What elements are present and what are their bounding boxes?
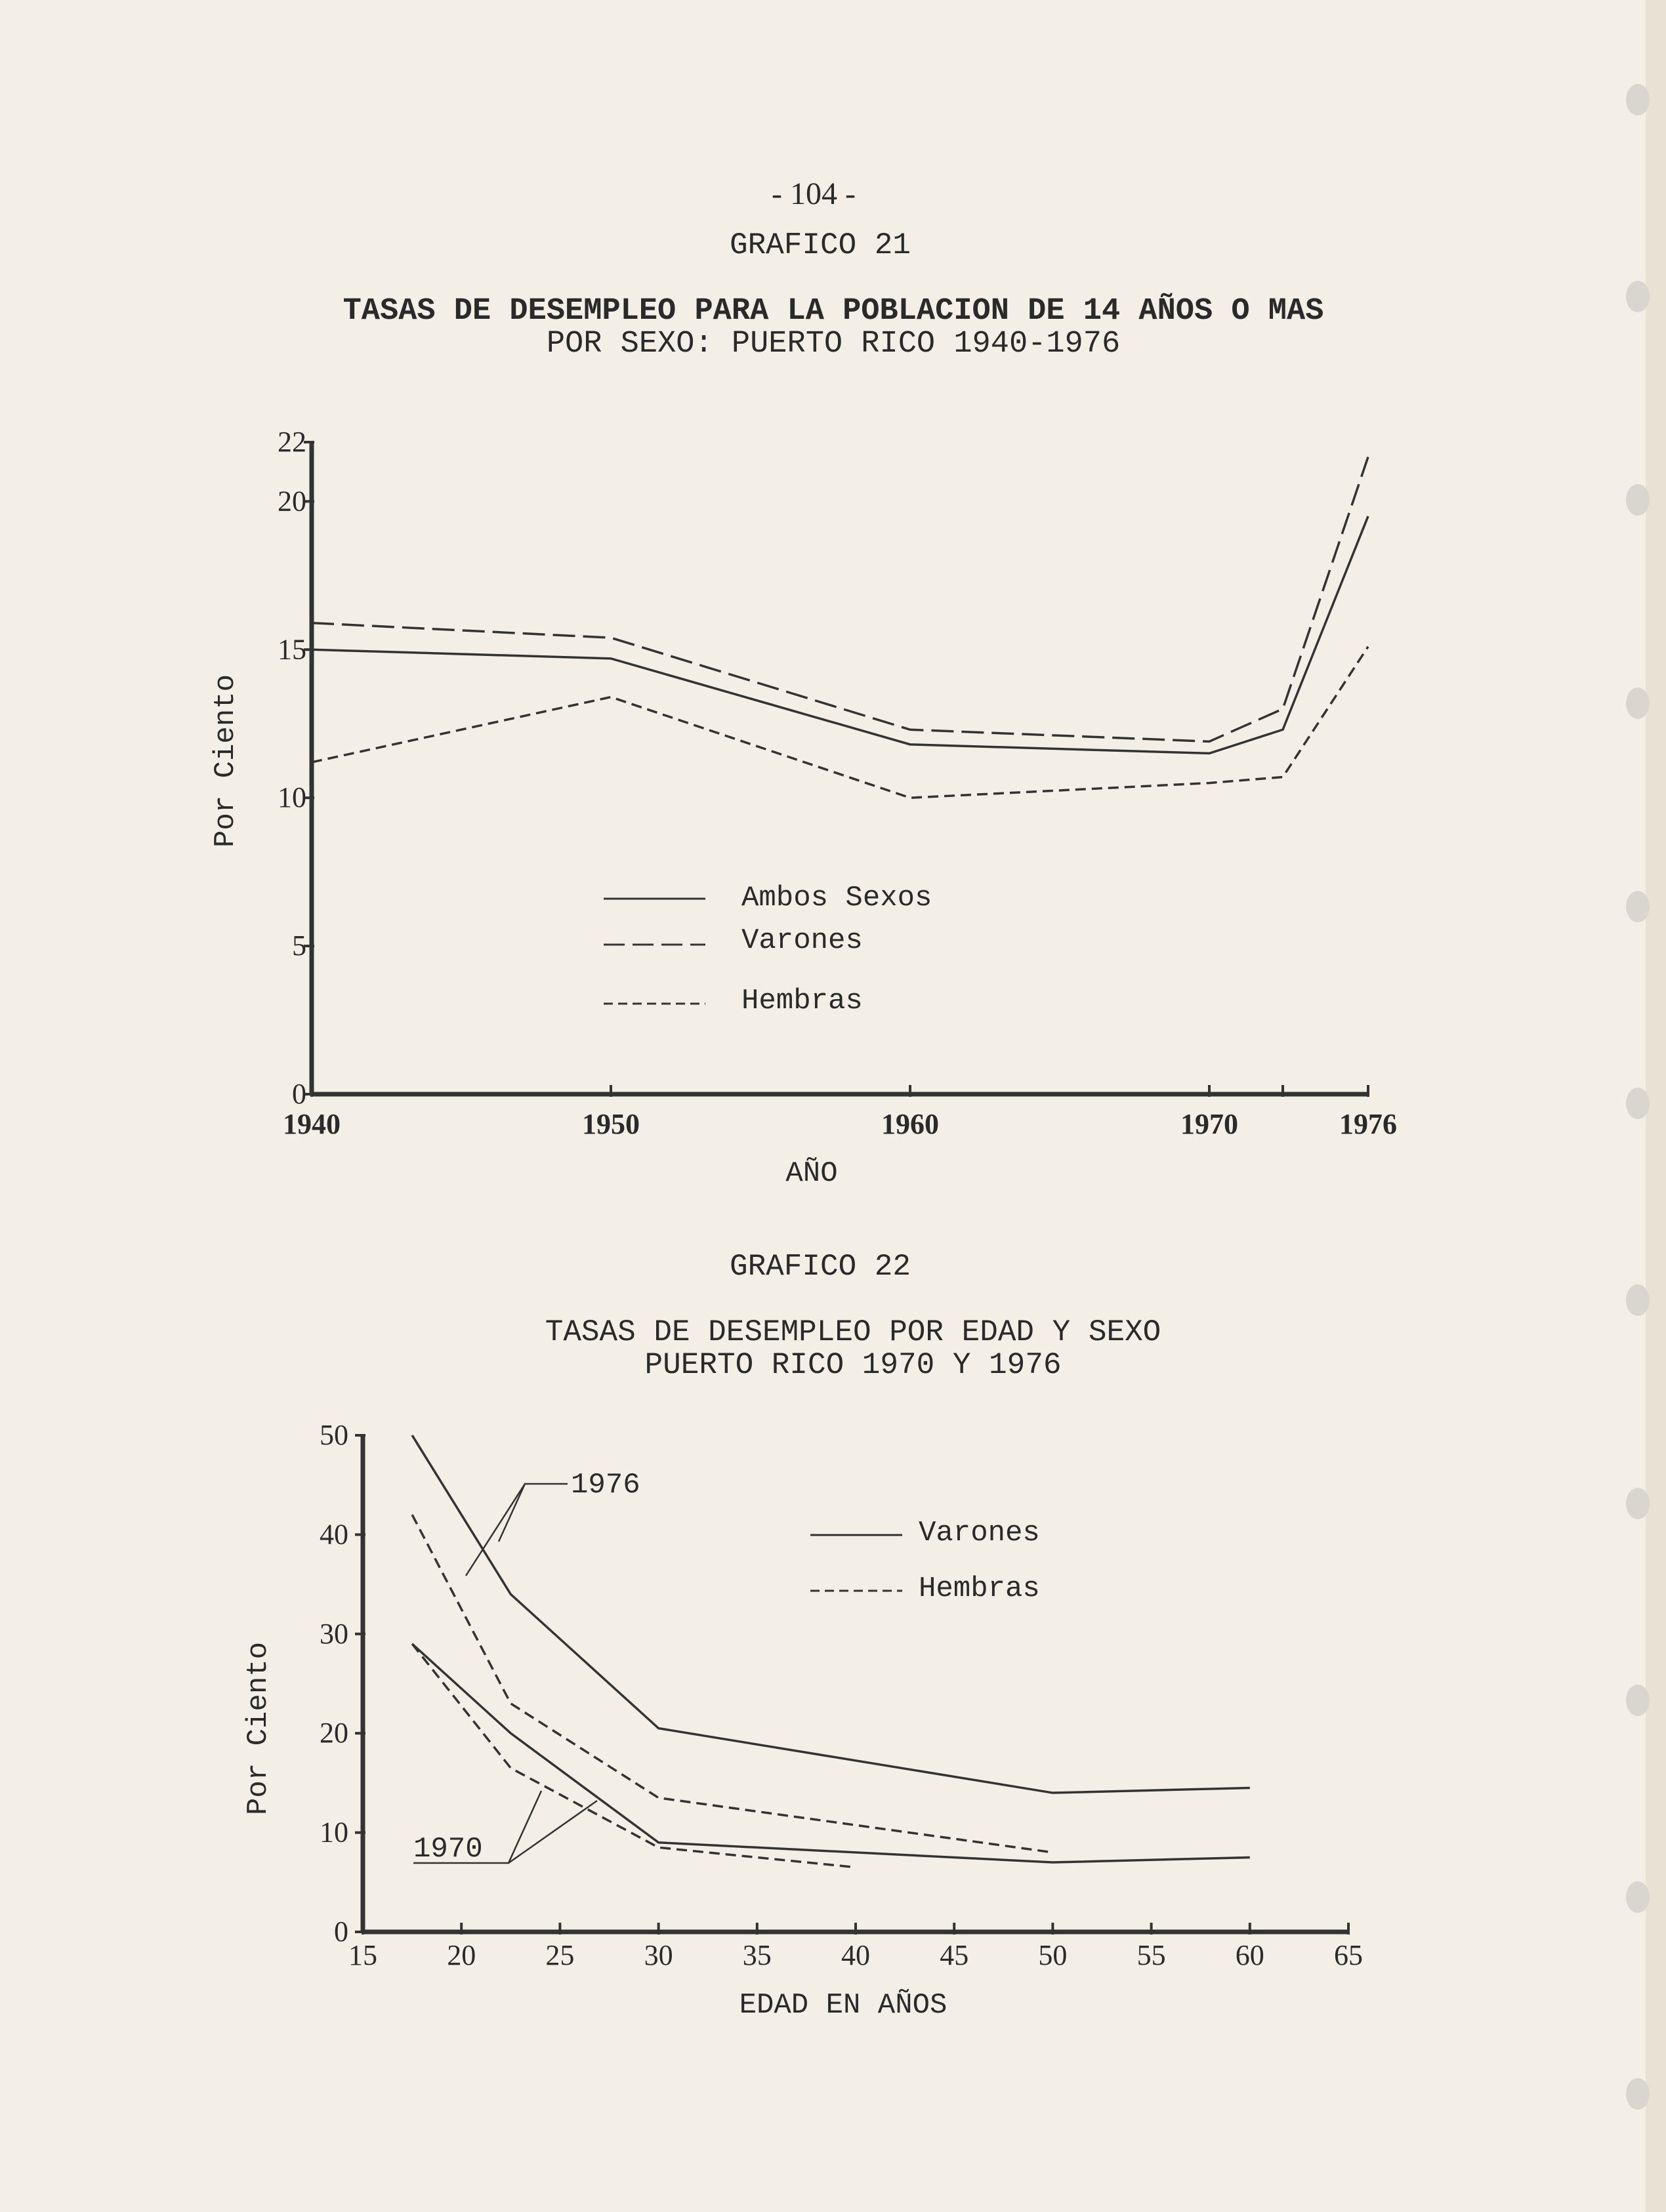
chart22-x-tick-label: 50	[1038, 1939, 1068, 1971]
chart22-y-tick-label: 0	[334, 1915, 348, 1948]
chart21-y-tick-label: 10	[278, 781, 306, 814]
chart22-x-tick-label: 30	[644, 1939, 673, 1971]
chart22-y-tick-label: 50	[320, 1419, 348, 1451]
chart22-series-varones-1970	[412, 1644, 1250, 1862]
chart22-y-tick-label: 10	[320, 1816, 348, 1849]
chart21-y-tick-label: 15	[278, 633, 306, 666]
chart22-x-tick-label: 25	[545, 1939, 575, 1971]
chart21-y-tick-label: 22	[278, 426, 306, 458]
legend-label-varones: Varones	[919, 1517, 1040, 1549]
chart21-xlabel: AÑO	[785, 1157, 838, 1190]
chart22-x-tick-label: 55	[1136, 1939, 1166, 1971]
chart21-x-tick-label: 1940	[283, 1108, 341, 1140]
chart21-series-hembras	[312, 647, 1368, 798]
annotation-1976-label: 1976	[571, 1469, 640, 1502]
chart22-x-tick-label: 65	[1334, 1939, 1363, 1971]
chart21-series-varones	[312, 457, 1368, 742]
chart22-label: GRAFICO 22	[729, 1250, 911, 1284]
chart22-series-hembras-1976	[412, 1515, 1052, 1853]
page-number: - 104 -	[772, 176, 856, 211]
legend-label-varones: Varones	[741, 924, 863, 957]
chart22-plot	[320, 1419, 1363, 1971]
chart22-x-tick-label: 15	[348, 1939, 377, 1971]
chart21-x-tick-label: 1976	[1339, 1108, 1397, 1140]
chart22-series-varones-1976	[412, 1435, 1250, 1793]
annotation-1976-leader	[499, 1484, 525, 1542]
chart22-title-line2: PUERTO RICO 1970 Y 1976	[644, 1348, 1062, 1382]
annotation-1970	[413, 1791, 597, 1866]
chart21-y-tick-label: 20	[278, 485, 306, 518]
chart22-ylabel: Por Ciento	[242, 1641, 275, 1816]
chart22-x-tick-label: 40	[841, 1939, 870, 1971]
legend-label-hembras: Hembras	[919, 1572, 1040, 1605]
chart22-title-line1: TASAS DE DESEMPLEO POR EDAD Y SEXO	[545, 1315, 1161, 1349]
chart21-y-tick-label: 5	[292, 930, 306, 962]
chart21-title-line2: POR SEXO: PUERTO RICO 1940-1976	[546, 327, 1121, 361]
chart22-y-tick-label: 40	[320, 1518, 348, 1551]
chart21-ylabel: Por Ciento	[209, 674, 242, 848]
chart21-title-line1: TASAS DE DESEMPLEO PARA LA POBLACION DE 14 AÑOS O MAS	[343, 294, 1324, 329]
chart22-x-tick-label: 20	[447, 1939, 476, 1971]
annotation-1970-label: 1970	[413, 1833, 483, 1866]
chart22-x-tick-label: 35	[742, 1939, 772, 1971]
legend-label-ambos: Ambos Sexos	[741, 882, 932, 914]
chart22-y-tick-label: 20	[320, 1717, 348, 1750]
chart22-x-tick-label: 60	[1235, 1939, 1264, 1971]
chart21-x-tick-label: 1970	[1180, 1108, 1238, 1140]
chart21-x-tick-label: 1950	[582, 1108, 640, 1140]
chart21-legend	[604, 882, 932, 1017]
chart21-y-tick-label: 0	[292, 1078, 306, 1110]
annotation-1976-leader	[466, 1484, 568, 1576]
annotation-1976	[466, 1469, 640, 1576]
chart21-x-tick-label: 1960	[881, 1108, 939, 1140]
legend-label-hembras: Hembras	[741, 985, 863, 1017]
chart22-legend	[810, 1517, 1040, 1605]
chart21-series-ambos-sexos	[312, 516, 1368, 753]
chart22-x-tick-label: 45	[940, 1939, 969, 1971]
chart21-plot	[278, 426, 1397, 1140]
chart22-y-tick-label: 30	[320, 1617, 348, 1650]
chart21-label: GRAFICO 21	[729, 228, 911, 262]
chart22-xlabel: EDAD EN AÑOS	[739, 1989, 948, 2022]
